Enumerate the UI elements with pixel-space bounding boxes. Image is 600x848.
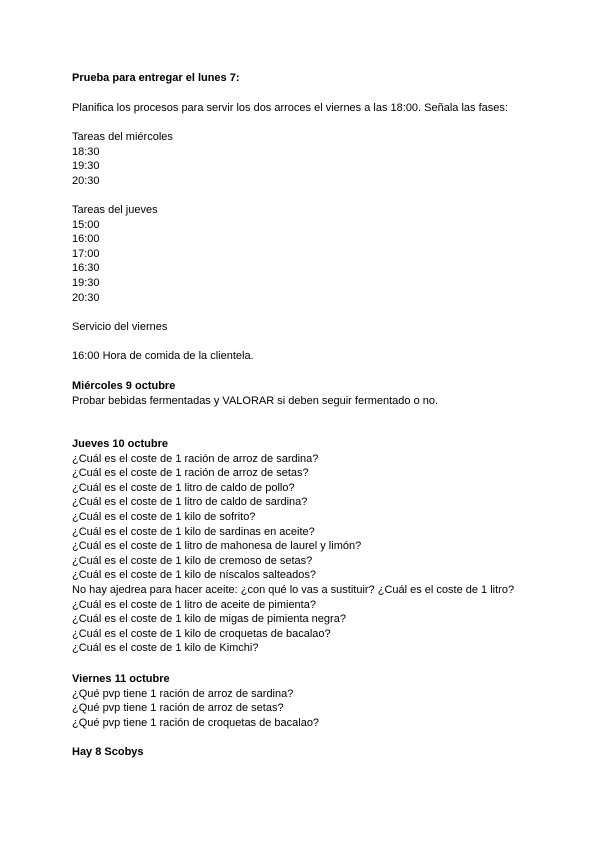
time-slot: 16:00 bbox=[72, 233, 100, 246]
time-slot: 20:30 bbox=[72, 291, 100, 304]
question-item: ¿Qué pvp tiene 1 ración de arroz de setas? bbox=[72, 702, 284, 715]
time-slot: 18:30 bbox=[72, 145, 100, 158]
miercoles-tasks-heading: Tareas del miércoles bbox=[72, 131, 173, 143]
question-item: ¿Cuál es el coste de 1 litro de caldo de pollo? bbox=[72, 481, 295, 494]
servicio-viernes-section bbox=[72, 320, 542, 335]
miercoles9-text: Probar bebidas fermentadas y VALORAR si deben seguir fermentado o no. bbox=[72, 394, 439, 407]
question-item: ¿Cuál es el coste de 1 kilo de migas de pimienta negra? bbox=[72, 613, 346, 626]
jueves10-heading: Jueves 10 octubre bbox=[72, 438, 168, 450]
intro-text: Planifica los procesos para servir los dos arroces el viernes a las 18:00. Señala las fases: bbox=[72, 102, 508, 114]
question-item: ¿Cuál es el coste de 1 litro de mahonesa de laurel y limón? bbox=[72, 540, 362, 553]
time-slot: 17:00 bbox=[72, 247, 100, 260]
question-item: ¿Qué pvp tiene 1 ración de arroz de sardina? bbox=[72, 687, 294, 700]
footer-note-section bbox=[72, 745, 542, 760]
title-text: Prueba para entregar el lunes 7: bbox=[72, 72, 240, 84]
document-title bbox=[72, 71, 542, 86]
question-item: ¿Cuál es el coste de 1 kilo de croquetas de bacalao? bbox=[72, 627, 331, 640]
jueves-tasks-heading: Tareas del jueves bbox=[72, 204, 158, 216]
time-slot: 15:00 bbox=[72, 218, 100, 231]
question-item: ¿Cuál es el coste de 1 ración de arroz de setas? bbox=[72, 467, 309, 480]
viernes11-section bbox=[72, 672, 542, 730]
jueves10-section bbox=[72, 437, 542, 656]
time-slot: 19:30 bbox=[72, 160, 100, 173]
question-item: ¿Cuál es el coste de 1 kilo de sardinas en aceite? bbox=[72, 525, 315, 538]
jueves-tasks-section bbox=[72, 203, 542, 305]
question-item: ¿Cuál es el coste de 1 kilo de níscalos salteados? bbox=[72, 569, 316, 582]
question-item: ¿Cuál es el coste de 1 litro de aceite de pimienta? bbox=[72, 598, 316, 611]
question-item: ¿Cuál es el coste de 1 kilo de cremoso de setas? bbox=[72, 554, 313, 567]
question-item: No hay ajedrea para hacer aceite: ¿con qué lo vas a sustituir? ¿Cuál es el coste de 1 litro? bbox=[72, 583, 515, 596]
miercoles9-heading: Miércoles 9 octubre bbox=[72, 380, 176, 392]
time-slot: 20:30 bbox=[72, 174, 100, 187]
time-slot: 16:30 bbox=[72, 262, 100, 275]
hora-comida-section bbox=[72, 349, 542, 364]
footer-note-text: Hay 8 Scobys bbox=[72, 746, 144, 758]
miercoles-tasks-section bbox=[72, 130, 542, 188]
question-item: ¿Qué pvp tiene 1 ración de croquetas de bacalao? bbox=[72, 716, 320, 729]
question-item: ¿Cuál es el coste de 1 kilo de sofrito? bbox=[72, 510, 256, 523]
hora-comida-text: 16:00 Hora de comida de la clientela. bbox=[72, 350, 254, 362]
time-slot: 19:30 bbox=[72, 276, 100, 289]
intro-paragraph bbox=[72, 101, 542, 116]
question-item: ¿Cuál es el coste de 1 kilo de Kimchi? bbox=[72, 642, 259, 655]
question-item: ¿Cuál es el coste de 1 ración de arroz de sardina? bbox=[72, 452, 319, 465]
viernes11-heading: Viernes 11 octubre bbox=[72, 673, 170, 685]
miercoles9-section bbox=[72, 379, 542, 408]
servicio-viernes-text: Servicio del viernes bbox=[72, 321, 168, 333]
question-item: ¿Cuál es el coste de 1 litro de caldo de sardina? bbox=[72, 496, 308, 509]
